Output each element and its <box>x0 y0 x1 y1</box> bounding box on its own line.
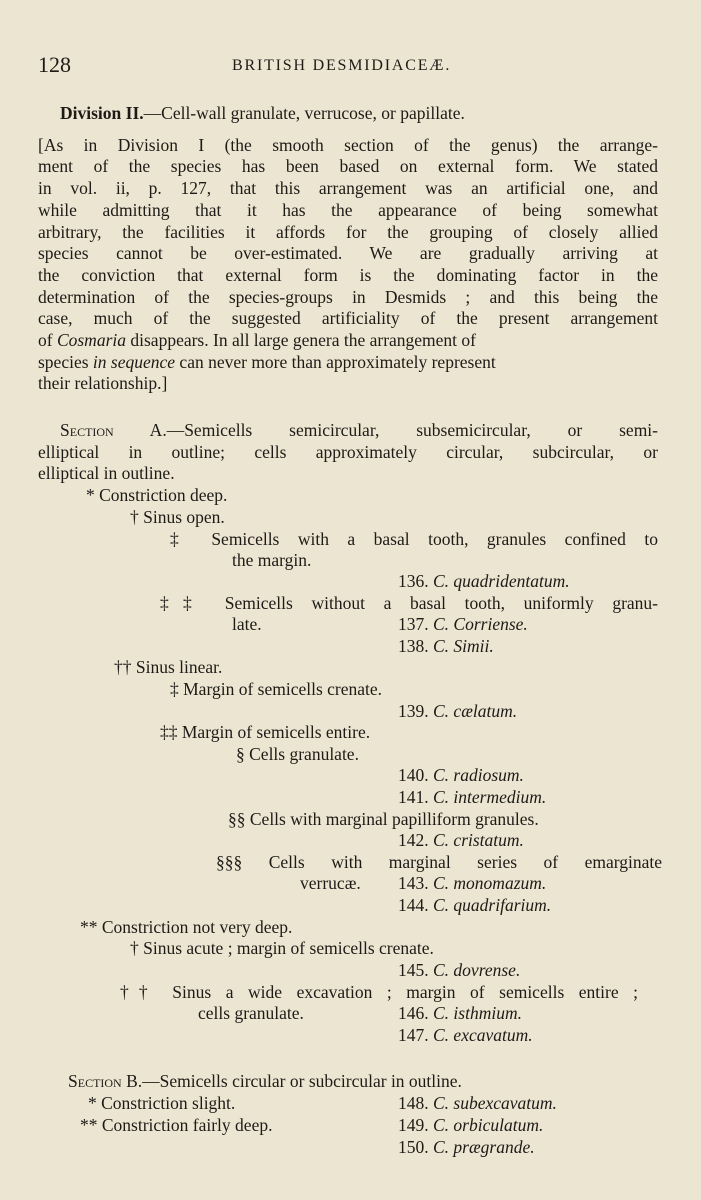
key-entry: † Sinus open. <box>130 507 225 527</box>
key-entry: §§ Cells with marginal papilliform granules. <box>228 809 539 829</box>
species-name: C. cælatum. <box>433 701 518 721</box>
key-entry: §§§ Cells with marginal series of emarginate <box>216 852 662 872</box>
species-name: C. monomazum. <box>433 873 547 893</box>
key-entry: ** Constriction fairly deep. <box>80 1115 273 1135</box>
section-a-line: elliptical in outline. <box>38 463 175 483</box>
key-entry: verrucæ. <box>300 873 361 893</box>
key-entry: ‡ Margin of semicells crenate. <box>170 679 383 699</box>
species-name: C. Corriense. <box>433 614 528 634</box>
species-name: C. excavatum. <box>433 1025 533 1045</box>
division-label: Division II. <box>60 103 144 123</box>
species-entry: 140. C. radiosum. <box>398 765 524 785</box>
key-entry: * Constriction deep. <box>86 485 228 505</box>
species-entry: 149. C. orbiculatum. <box>398 1115 544 1135</box>
species-name: C. orbiculatum. <box>433 1115 544 1135</box>
intro-line: species in sequence can never more than approximately represent <box>38 352 496 372</box>
species-name: C. quadrifarium. <box>433 895 552 915</box>
section-a-line: elliptical in outline; cells approximately circular, subcircular, or <box>38 442 658 462</box>
key-entry: the margin. <box>232 550 312 570</box>
section-a-heading: Section A.—Semicells semicircular, subsemicircular, or semi- <box>60 420 658 440</box>
intro-line: in vol. ii, p. 127, that this arrangement was an artificial one, and <box>38 178 658 198</box>
intro-line: arbitrary, the facilities it affords for the grouping of closely allied <box>38 222 658 242</box>
species-name: C. intermedium. <box>433 787 547 807</box>
intro-line: the conviction that external form is the dominating factor in the <box>38 265 658 285</box>
key-entry: cells granulate. <box>198 1003 304 1023</box>
section-a-label: Section A. <box>60 420 167 440</box>
key-entry: †† Sinus linear. <box>114 657 223 677</box>
emphasis-text: in sequence <box>92 352 176 372</box>
species-entry: 138. C. Simii. <box>398 636 494 656</box>
species-name: C. isthmium. <box>433 1003 522 1023</box>
key-entry: § Cells granulate. <box>236 744 359 764</box>
page-number: 128 <box>38 52 71 77</box>
species-entry: 145. C. dovrense. <box>398 960 521 980</box>
key-entry: late. <box>232 614 262 634</box>
intro-line: while admitting that it has the appearance of being somewhat <box>38 200 658 220</box>
species-name: C. dovrense. <box>433 960 521 980</box>
species-entry: 148. C. subexcavatum. <box>398 1093 557 1113</box>
division-text: —Cell-wall granulate, verrucose, or papillate. <box>143 103 465 123</box>
key-entry: †† Sinus a wide excavation ; margin of semicells entire ; <box>120 982 638 1002</box>
intro-line: ment of the species has been based on external form. We stated <box>38 156 658 176</box>
key-entry: * Constriction slight. <box>88 1093 236 1113</box>
species-entry: 146. C. isthmium. <box>398 1003 522 1023</box>
species-entry: 147. C. excavatum. <box>398 1025 533 1045</box>
species-entry: 150. C. prægrande. <box>398 1137 535 1157</box>
intro-line: of Cosmaria disappears. In all large genera the arrangement of <box>38 330 476 350</box>
species-entry: 139. C. cælatum. <box>398 701 518 721</box>
species-name: C. quadridentatum. <box>433 571 570 591</box>
species-name: C. cristatum. <box>433 830 524 850</box>
intro-line: species cannot be over-estimated. We are gradually arriving at <box>38 243 658 263</box>
species-entry: 144. C. quadrifarium. <box>398 895 552 915</box>
intro-line: [As in Division I (the smooth section of the genus) the arrange- <box>38 135 658 155</box>
species-entry: 136. C. quadridentatum. <box>398 571 570 591</box>
intro-line: their relationship.] <box>38 373 168 393</box>
species-entry: 142. C. cristatum. <box>398 830 524 850</box>
species-entry: 137. C. Corriense. <box>398 614 528 634</box>
species-name: C. Simii. <box>433 636 494 656</box>
intro-line: determination of the species-groups in Desmids ; and this being the <box>38 287 658 307</box>
key-entry: ‡‡ Semicells without a basal tooth, uniformly granu- <box>160 593 658 613</box>
running-title: BRITISH DESMIDIACEÆ. <box>232 57 452 74</box>
genus-name: Cosmaria <box>56 330 126 350</box>
species-name: C. subexcavatum. <box>433 1093 557 1113</box>
species-entry: 143. C. monomazum. <box>398 873 547 893</box>
key-entry: † Sinus acute ; margin of semicells crenate. <box>130 938 434 958</box>
section-b-heading: Section B.—Semicells circular or subcircular in outline. <box>68 1071 462 1091</box>
species-name: C. prægrande. <box>433 1137 535 1157</box>
section-b-label: Section B. <box>68 1071 143 1091</box>
key-entry: ** Constriction not very deep. <box>80 917 293 937</box>
division-heading <box>60 103 465 124</box>
key-entry: ‡‡ Margin of semicells entire. <box>160 722 371 742</box>
species-name: C. radiosum. <box>433 765 524 785</box>
key-entry: ‡ Semicells with a basal tooth, granules confined to <box>170 529 658 549</box>
species-entry: 141. C. intermedium. <box>398 787 547 807</box>
intro-line: case, much of the suggested artificiality of the present arrangement <box>38 308 658 328</box>
